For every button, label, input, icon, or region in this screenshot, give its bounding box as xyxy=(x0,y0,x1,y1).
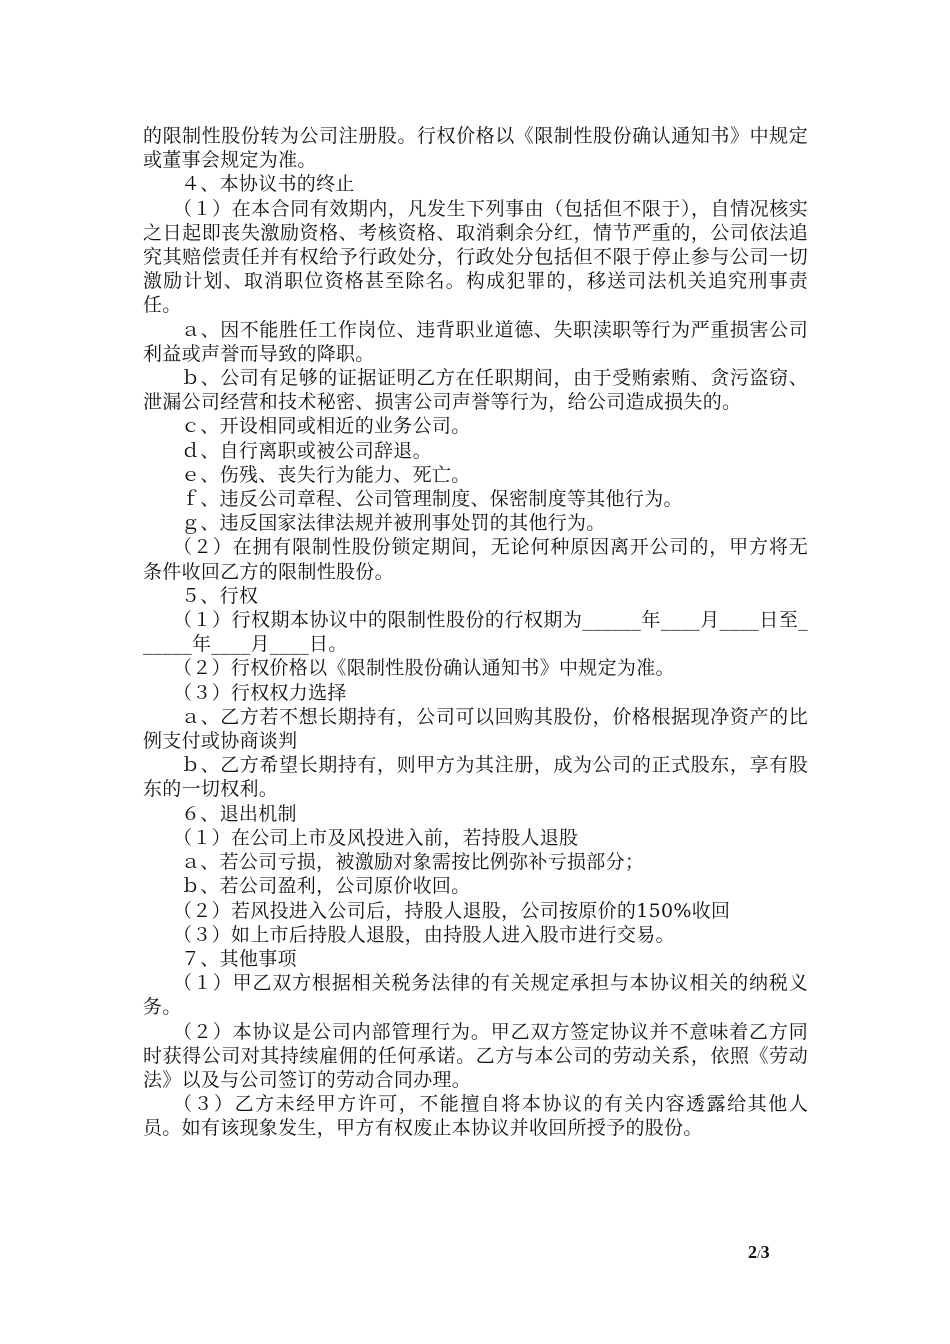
paragraph: （３）如上市后持股人退股，由持股人进入股市进行交易。 xyxy=(173,923,675,946)
section-heading: ４、本协议书的终止 xyxy=(181,173,355,196)
list-item: ｂ、公司有足够的证据证明乙方在任职期间，由于受贿索贿、贪污盗窃、泄漏公司经营和技术秘密、损害公司声誉等行为，给公司造成损失的。 xyxy=(143,367,808,414)
list-item: ｂ、若公司盈利，公司原价收回。 xyxy=(181,875,471,898)
paragraph: （１）在公司上市及风投进入前，若持股人退股 xyxy=(173,826,579,849)
list-item: ｂ、乙方希望长期持有，则甲方为其注册，成为公司的正式股东，享有股东的一切权利。 xyxy=(143,754,808,801)
paragraph: （２）若风投进入公司后，持股人退股，公司按原价的150%收回 xyxy=(173,899,731,922)
section-heading: ７、其他事项 xyxy=(181,947,297,970)
page-number-current: 2 xyxy=(748,1242,757,1262)
list-item: ａ、因不能胜任工作岗位、违背职业道德、失职渎职等行为严重损害公司利益或声誉而导致的降职。 xyxy=(143,318,808,365)
paragraph: 的限制性股份转为公司注册股。行权价格以《限制性股份确认通知书》中规定或董事会规定为准。 xyxy=(143,125,808,172)
paragraph: （３）乙方未经甲方许可，不能擅自将本协议的有关内容透露给其他人员。如有该现象发生，甲方有权废止本协议并收回所授予的股份。 xyxy=(143,1093,808,1140)
page-number-total: 3 xyxy=(760,1242,770,1262)
list-item: ｅ、伤残、丧失行为能力、死亡。 xyxy=(181,463,471,486)
page-number xyxy=(748,1242,770,1263)
paragraph: （１）行权期本协议中的限制性股份的行权期为______年____月____日至______年____月____日。 xyxy=(143,609,808,656)
paragraph: （１）在本合同有效期内，凡发生下列事由（包括但不限于），自情况核实之日起即丧失激励资格、考核资格、取消剩余分红，情节严重的，公司依法追究其赔偿责任并有权给予行政处分，行政处分包括但不限于停止参与公司一切激励计划、取消职位资格甚至除名。构成犯罪的，移送司法机关追究刑事责任。 xyxy=(143,197,808,317)
list-item: ｃ、开设相同或相近的业务公司。 xyxy=(181,415,471,438)
section-heading: ５、行权 xyxy=(181,584,259,607)
paragraph: （３）行权权力选择 xyxy=(173,681,347,704)
document-body xyxy=(143,124,808,1141)
list-item: ｇ、违反国家法律法规并被刑事处罚的其他行为。 xyxy=(181,512,606,535)
paragraph: （２）行权价格以《限制性股份确认通知书》中规定为准。 xyxy=(173,657,675,680)
list-item: ａ、乙方若不想长期持有，公司可以回购其股份，价格根据现净资产的比例支付或协商谈判 xyxy=(143,705,808,753)
paragraph: （１）甲乙双方根据相关税务法律的有关规定承担与本协议相关的纳税义务。 xyxy=(143,972,808,1019)
paragraph: （２）在拥有限制性股份锁定期间，无论何种原因离开公司的，甲方将无条件收回乙方的限制性股份。 xyxy=(143,536,808,583)
section-heading: ６、退出机制 xyxy=(181,802,297,825)
list-item: ｄ、自行离职或被公司辞退。 xyxy=(181,439,432,462)
page-number-separator: / xyxy=(757,1246,761,1261)
list-item: ａ、若公司亏损，被激励对象需按比例弥补亏损部分； xyxy=(181,851,645,874)
list-item: ｆ、违反公司章程、公司管理制度、保密制度等其他行为。 xyxy=(181,488,683,511)
paragraph: （２）本协议是公司内部管理行为。甲乙双方签定协议并不意味着乙方同时获得公司对其持续雇佣的任何承诺。乙方与本公司的劳动关系，依照《劳动法》以及与公司签订的劳动合同办理。 xyxy=(143,1020,808,1091)
